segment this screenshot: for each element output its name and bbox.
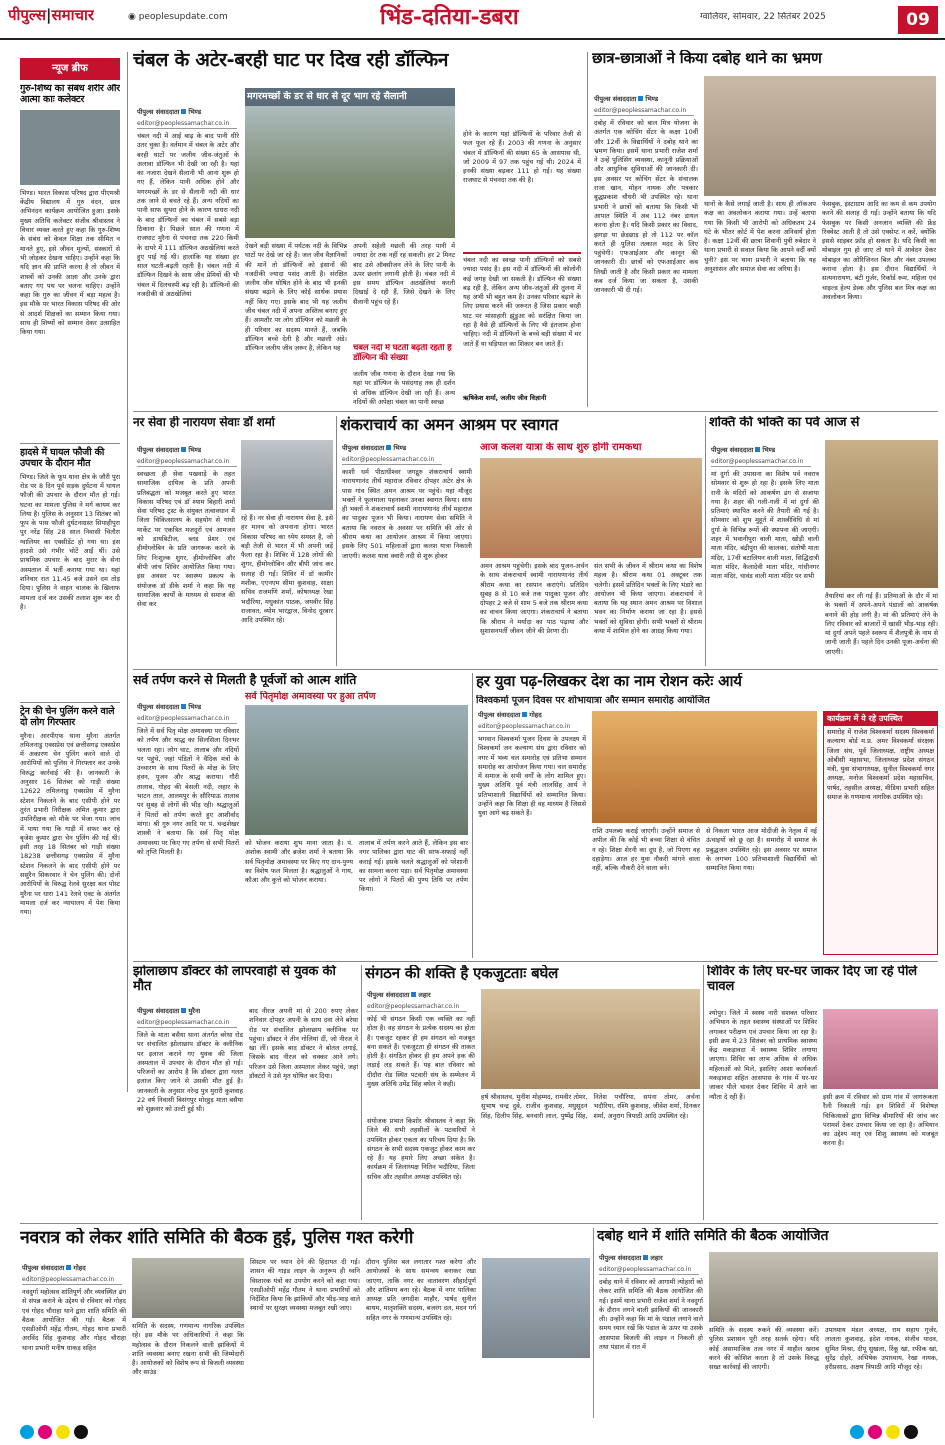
story11-photo: [132, 1258, 244, 1318]
masthead: [0, 0, 945, 40]
story7-box-text: समारोह में राजेश विश्वकर्मा सदस्य विश्वकर्मा कल्याण बोर्ड म.प्र. अमर विश्वकर्मा संरक्षक जिला संघ, पूर्व जिलाध्यक्ष, राष्ट्रीय अध्यक्ष ओबीसी महासभा, जिलाध्यक्ष प्रदेश संगठन मंत्री, युवा संभागाध्यक्ष, सुनील विश्वकर्मा नगर अध्यक्ष, मनोज विश्वकर्मा प्रदेश महासचिव, पार्षद, तहसील अध्यक्ष, मीडिया प्रभारी सहित समाज के गणमान्य नागरिक उपस्थित रहे।: [827, 728, 934, 802]
registration-yellow-icon: [56, 1425, 70, 1439]
story2-email[interactable]: editor@peoplessamachar.co.in: [594, 107, 694, 116]
story-tarpan: [133, 673, 468, 958]
story10-text-b: इसी क्रम में रविवार को ग्राम गांव में जागरूकता रैली निकाली गई। इन शिविरों में विशेषज्ञ चिकित्सकों द्वारा विभिन्न बीमारियों की जांच कर परामर्श देकर उपचार किया जा रहा है। अभियान का उद्देश्य मातृ एवं शिशु स्वास्थ्य को मजबूत करना है।: [823, 1093, 938, 1148]
story7-attendees-box: [823, 711, 938, 955]
story6-subhead: सर्व पितृमोक्ष अमावस्या पर हुआ तर्पण: [245, 691, 376, 702]
story1-text-b: देखने बड़ी संख्या में पर्यटक नदी के विभिन्न घाटों पर देखे जा रहे हैं। जल जीव वैज्ञानिकों की मानें तो डॉल्फिनों को इंसानों की नजदीकी ज्यादा पसंद आती है। संरक्षित जलीय जीव घोषित होने के बाद भी इनकी संख्या बढ़ाने के लिए कोई सार्थक प्रयास नहीं किए गए। इसके बाद भी यह जलीय जीव चंबल नदी में अपना अस्तित्व बनाए हुए हैं। आमतौर पर लोग डॉल्फिन को मछली के ही परिवार का सदस्य मानते हैं, जबकि डॉल्फिन बच्चे देती है और मछली अंडे। डॉल्फिन जलीय जीव ज़रूर है, लेकिन यह: [245, 242, 347, 353]
byline-dot-icon: [411, 992, 416, 997]
story2-byline: पीपुल्स संवाददाता भिण्ड: [594, 95, 659, 103]
story1-text-d: होने के कारण यहां डॉल्फिनों के परिवार तेजी से फल फूल रहे हैं। 2003 की गणना के अनुसार चंबल में डॉल्फिनों की संख्या 65 के आसपास थी, जो 2009 में 97 तक पहुंच गई थी। 2024 में इनकी संख्या बढ़कर 111 हो गई। यह संख्या राजघाट से पंचनदा तक की है।: [463, 130, 581, 185]
story11-byline: पीपुल्स संवाददाता गोहद: [22, 1264, 86, 1272]
story4-text-a: काशी धर्म पीठाधीश्वर जगद्गुरु शंकराचार्य स्वामी नारायणानंद तीर्थ महाराज रविवार दोपहर अटेर क्षेत्र के पास गांव स्थित अमन आश्रम पर पहुंचे। यहां मौजूद भक्तों ने फूलमाला पहनाकर उनका स्वागत किया। साथ ही भक्तों ने शंकराचार्य स्वामी नारायणानंद तीर्थ महाराज का पादुका पूजन भी किया। नारायण सेवा समिति ने बताया कि नवरात्र के अवसर पर समिति की ओर से श्रीराम कथा का आयोजन आश्रम में किया जाएगा। इसके लिए 501 महिलाओं द्वारा कलश यात्रा निकाली जाएगी। कलश यात्रा क्वारी नदी से शुरू होकर: [342, 468, 472, 560]
story6-text-c: तालाब में तर्पण करने आते हैं, लेकिन इस बार नगर पालिका द्वारा घाट की साफ-सफाई नहीं कराई गई। इसके चलते श्रद्धालुओं को परेशानी का सामना करना पड़ा। सर्व पितृमोक्ष अमावस्या पर लोगों ने पितरों की पुण्य तिथि पर तर्पण किया।: [359, 839, 468, 894]
registration-magenta-icon: [38, 1425, 52, 1439]
byline-dot-icon: [181, 447, 186, 452]
story2-text-b: थानों के कैसे लगाई जाती है। साथ ही लॉकअप कक्ष का अवलोकन कराया गया। उन्हें बताया गया कि किसी भी आरोपी को अधिकतम 24 घंटे के भीतर कोर्ट में पेश करना अनिवार्य होता है। कक्षा 12वीं की छात्रा शिवानी पुत्री रुबेदार ने थाना प्रभारी से सवाल किया कि आपने वर्दी क्यों चुनी? इस पर थाना प्रभारी ने बताया कि यह अनुशासन और समाज सेवा का जरिया है।: [704, 200, 816, 274]
story4-email[interactable]: editor@peoplessamachar.co.in: [342, 456, 442, 465]
story10-text-a: श्योपुर। जिले में स्वस्थ नारी सशक्त परिवार अभियान के तहत स्वास्थ्य संस्थाओं पर शिविर लगाकर परीक्षण एवं उपचार किया जा रहा है। इसी क्रम में 23 सितंबर को प्राथमिक स्वास्थ्य केंद्र मकड़ावदा में स्वास्थ्य शिविर लगाया जाएगा। शिविर का लाभ अधिक से अधिक महिलाओं को मिले, इसलिए आशा कार्यकर्ता मकड़ावदा सहित आसपास के गांव में घर-घर जाकर पीले चावल देकर शिविर में आने का न्यौता दे रही हैं।: [709, 1009, 817, 1101]
story12-text-c: उपाध्याय मंडल अध्यक्ष, राम सहाय गुर्जर, लालता कुशवाह, इदेश नायक, संजीव यादव, सुमित मिश्रा, दीपू सुखला, रिंकू खां, रफीक खां, सुरेंद्र दोहरे, अभिषेक उपाध्याय, रेखा नायक, हरीप्रसाद, अक्षय त्रिपाठी आदि मौजूद रहे।: [825, 1326, 938, 1372]
story3-email[interactable]: editor@peoplessamachar.co.in: [137, 458, 237, 467]
story8-headline: झोलाछाप डॉक्टर की लापरवाही से युवक की मौत: [133, 965, 336, 994]
story9-email[interactable]: editor@peoplessamachar.co.in: [367, 1003, 467, 1012]
byline-dot-icon: [181, 1008, 186, 1013]
story1-byline: पीपुल्स संवाददाता भिण्ड: [137, 108, 202, 116]
story3-text-b: रहे हैं। नर सेवा ही नारायण सेवा है, इसे हर मानव को अपनाना होगा। भारत विकास परिषद का ध्येय समस्त है, जो बड़ी तेजी से भारत में भी अपनी जड़ें फैला रहा है। शिविर में 128 लोगों की शुगर, हीमोग्लोबिन और बीपी जांच कर सलाह दी गई। शिविर में डॉ कामीर मशीक, एएनएम सीमा कुशवाह, साक्षा सचिव राजमणि शर्मा, कोषाध्यक्ष रेखा भदौरिया, मधुकांत पाठक, जयवीर सिंह राजावत, व्योम भारद्वाज, विनोद दूरबार आदि उपस्थित रहे।: [241, 514, 333, 625]
story3-byline: पीपुल्स संवाददाता भिण्ड: [137, 446, 202, 454]
story6-email[interactable]: editor@peoplessamachar.co.in: [137, 715, 237, 724]
brief2-text: भिण्ड। जिले के फूप थाना क्षेत्र के जौरी पुरा रोड पर 8 दिन पूर्व सड़क दुर्घटना में घायल फौजी की उपचार के दौरान मौत हो गई। घटना का मामला पुलिस ने मर्ग कायम कर लिया है। पुलिस के अनुसार 13 सितंबर को फूप के पास फौजी दुर्घटनाग्रस्त सिपाहीपुरा पुर नरेंद्र सिंह 28 साल निवासी चितौरा ग्वालियर का एक्सीडेंट हो गया था। इस हादसे उसे गंभीर चोटें आईं थीं। उसे प्राथमिक उपचार के बाद मुरार के सेना अस्पताल में भर्ती कराया गया था। यहां शनिवार रात 11.45 बजे उसने दम तोड़ दिया। पुलिस ने वाहन चालक के खिलाफ मामला दर्ज कर उसकी तलाश शुरू कर दी है।: [20, 472, 120, 611]
registration-cyan-icon: [20, 1425, 34, 1439]
story2-text-a: दबोह में रविवार को बाल मित्र योजना के अंतर्गत एक कोचिंग सेंटर के कक्षा 10वीं और 12वीं के विद्यार्थियों ने दबोह थाने का भ्रमण किया। इसमें थाना प्रभारी राजेश शर्मा ने उन्हें पुलिसिंग व्यवस्था, कानूनी प्रक्रियाओं और आधुनिक सुविधाओं की जानकारी दी। इस अवसर पर कोचिंग सेंटर के संचालक राजा खान, मोहन नायक और पत्रकार बुद्धप्रकाश चौधरी भी उपस्थित रहे। थाना प्रभारी ने छात्रों को बताया कि किसी भी आपात स्थिति में अब 112 नंबर डायल करना होता है। यदि किसी प्रकार का विवाद, झगड़ा या छेड़छाड़ हो तो 112 पर कॉल करते ही पुलिस तत्काल मदद के लिए पहुंचेगी। एफआईआर और कानून की जानकारी दी। छात्रों को एफआईआर कब लिखी जाती है और किसी प्रकार का मामला कब दर्ज किया जा सकता है, उसकी जानकारी भी दी गई।: [594, 119, 698, 295]
story4-text-b: अमन आश्रम पहुंचेगी। इसके बाद पूजन-अर्चन के साथ शंकराचार्य स्वामी नारायणानंद तीर्थ श्रीराम कथा का रसपान कराएंगे। प्रतिदिन सुबह 8 से 10 बजे तक पादुका पूजन और दोपहर 2 बजे से शाम 5 बजे तक श्रीराम कथा का वाचन किया जाएगा। शंकराचार्य ने बताया कि श्रीराम ने मर्यादा का पाठ पढ़ाया और सुशासनपर्ती जीवन जीने की प्रेरणा दी।: [480, 562, 588, 636]
story11-photo-b: [482, 1258, 590, 1358]
brief2-title: हादसे में घायल फौजी की उपचार के दौरान मौत: [20, 446, 105, 469]
section-title: भिंड-दतिया-डबरा: [380, 4, 519, 30]
story11-text-d: दौरान पुलिस बल लगातार गश्त करेगा और आयोजकों के साथ समन्वय बनाकर रखा जाएगा, ताकि नगर का वातावरण सौहार्दपूर्ण और शांतिमय बना रहे। बैठक में नगर पालिका अध्यक्ष प्रति जगदीश माहौर, पार्षद सुनील बाथम, मातृशक्ति सदस्य, बजरंग दल, मदन गर्ग सहित नगर के गणमान्य उपस्थित रहे।: [366, 1258, 476, 1322]
story9-text-c: हर्ष श्रीवास्तव, मुनीश मोहम्मद, रामवीर तोमर, सुभाष चन्द्र दुबे, राजीव कुशवाह, मधुसूदन सिंह, दिलीप सिंह, बनवारी लाल, पुष्पेंद्र सिंह, नितेश पचौरिया, सपना तोमर, अर्चना भदौरिया, रश्मि कुशवाह, जीवेश शर्मा, दिनकर शर्मा, अनुराग त्रिपाठी आदि उपस्थित रहे।: [481, 1093, 700, 1120]
story10-headline: शिविर के लिए घर-घर जाकर दिए जा रहे पीले चावल: [707, 965, 917, 994]
story5-text-a: मां दुर्गा की उपासना का विशेष पर्व नवरात्र सोमवार से शुरू हो रहा है। इसके लिए माता रानी के मंदिरों को आकर्षण ढंग से सजाया गया है। शहर की गली-गली में मां दुर्गा की प्रतिमाएं स्थापित करने की तैयारी की गई है। सोमवार को शुभ मुहूर्त में शास्त्रीविधि से मां दुर्गा के विभिन्न रूपों की स्थापना की जाएगी। शहर में भवानीपुरा वाली माता, खोड़ी वाली माता मंदिर, बंद्रीपुरा की कालका, संतोषी माता मंदिर, 17वीं बटालियन वाली माता, सिद्धिदात्री माता मंदिर, कैलादेवी माता मंदिर, गांधीनगर माता मंदिर, चावंड वाली माता मंदिर पर सभी: [711, 470, 819, 581]
byline-dot-icon: [386, 445, 391, 450]
story9-text-b: संयोजक प्रभात किशोर श्रीवास्तव ने कहा कि जिले की सभी तहसीलों के पटवारियों ने उपस्थित होकर एकता का परिचय दिया है। कि संगठन के सभी सदस्य एकजुट होकर काम कर रहे हैं। यह हमारे लिए अच्छा संकेत है। कार्यक्रम में जिलाध्यक्ष नितिन भदौरिया, जिला सचिव और तहसील अध्यक्ष उपस्थित रहे।: [367, 1117, 475, 1181]
story-sangathan: [365, 965, 700, 1220]
registration-cyan-icon: [850, 1425, 864, 1439]
story6-text-b: को भोजन कराया शुभ माना जाता है। पं. अशोक स्वामी और ब्रजेश शर्मा ने बताया कि सर्व पितृमोक्ष अमावस्या पर किए गए दान-पुण्य का विशेष फल मिलता है। श्रद्धालुओं ने गाय, कौआ और कुत्ते को भोजन कराया।: [245, 839, 353, 885]
story1-headline: चंबल के अटेर-बरही घाट पर दिख रही डॉल्फिन: [133, 50, 449, 71]
story7-headline: हर युवा पढ़-लिखकर देश का नाम रोशन करेः आर्य: [476, 673, 742, 690]
story3-photo: [241, 440, 333, 510]
brand-divider: |: [46, 6, 52, 24]
story11-text-c: सिस्टम पर ध्यान देने की हिदायत दी गई। शासन की गाइड लाइन के अनुरूप ही ध्वनि विस्तारक यंत्रों का उपयोग करने को कहा गया। एसडीओपी महेंद्र गौतम ने थाना प्रभारियों को निर्देशित किया कि झांकियों और भीड़-भाड़ वाले स्थानों पर सुरक्षा व्यवस्था मजबूत रखी जाए।: [250, 1258, 360, 1313]
story8-text-b: बाद नीरज अपनी मां से 200 रुपए लेकर शनिवार दोपहर अपनी के साथ दवा लेने बरेथा रोड पर संचालित झोलाछाप क्लीनिक पर पहुंचा। डॉक्टर ने तीन गोलियां दीं, जो नीरज ने खा लीं। इसके बाद डॉक्टर ने बोतल लगाई, जिसके बाद नीरज को चक्कर आने लगे। परिजन उसे जिला अस्पताल लेकर पहुंचे, जहां डॉक्टरों ने उसे मृत घोषित कर दिया।: [249, 1007, 358, 1081]
story7-text-b: राशि उपलब्ध कराई जाएगी। उन्होंने समाज से अपील की कि कोई भी बच्चा शिक्षा से वंचित न रहे। शिक्षा शेरनी का दूध है, जो पिएगा वह दहाड़ेगा। आज हर युवा नौकरी मांगने वाला नहीं, बल्कि नौकरी देने वाला बने।: [592, 827, 700, 873]
story1-photo: [245, 88, 455, 238]
story7-box-title: कार्यक्रम में ये रहे उपस्थित: [824, 712, 937, 726]
story8-email[interactable]: editor@peoplessamachar.co.in: [137, 1019, 237, 1028]
story1-text-c: अपनी सहेली मछली की तरह पानी में ज्यादा देर तक नहीं रह सकती। हर 2 मिनट बाद उसे ऑक्सीजन लेने के लिए पानी के ऊपर छलांग लगानी होती है। चंबल नदी में इस समय डॉल्फिन अठखेलियां करती दिखाई दे रही हैं, जिसे देखने के लिए सैलानी पहुंच रहे हैं।: [353, 242, 455, 306]
story6-text-a: जिले में सर्व पितृ मोक्ष अमावस्या पर रविवार को तर्पण और श्राद्ध का सिलसिला दिनभर चलता रहा। लोग घाट, तालाब और नदियों पर पहुंचे, जहां पंडितों ने वैदिक मंत्रों के उच्चारण के साथ पितरों के मोक्ष के लिए हवन, पूजन और श्राद्ध कराया। गौरी तालाब, गोहद की बेसली नदी, लहार के भाटन ताल, आलमपुर के सौरियाऊ तालाब पर सुबह से लोगों की भीड़ रही। श्रद्धालुओं ने पितरों को तर्पण करते हुए आशीर्वाद मांगा। श्री गुरु नगर आदि पर पं. चन्द्रशेखर शास्त्री ने बताया कि सर्व पितृ मोक्ष अमावस्या पर किए गए तर्पण से सभी पितरों को तृप्ति मिलती है।: [137, 727, 239, 856]
story1-text-a: चंबल नदी में आई बाढ़ के बाद पानी धीरे उतर चुका है। वर्तमान में चंबल के अटेर और बरही घाटों पर जलीय जीव-जंतुओं के अलावा डॉल्फिन भी देखी जा रही है। यहां का नजारा देखने सैलानी भी आना शुरू हो गए हैं, लेकिन पानी अधिक होने और मगरमच्छों के डर से सैलानी नदी की धार तक जाने से बचते रहे हैं। अन्य नदियों का पानी साफ सुथरा होने के कारण धाधरा नदी के बाद डॉल्फिनों का चंबल में सबसे बड़ा ठिकाना है। पिछले साल की गणना में राजघाट मुरैना से पंचनदा तक 220 किमी के दायरे में 111 डॉल्फिन अठखेलियां करते हुए पाई गई थी। हालांकि यह संख्या हर साल घटती-बढ़ती रहती है। चंबल नदी में डॉल्फिन दिखने के साथ जीव प्रेमियों की भी चंबल में दिलचस्पी बढ़ रही है। डॉल्फिनों की नजदीकी से अठखेलियां: [137, 132, 239, 299]
story4-headline: शंकराचार्य का अमन आश्रम पर स्वागत: [340, 416, 559, 434]
registration-black-icon: [74, 1425, 88, 1439]
registration-magenta-icon: [868, 1425, 882, 1439]
story-narseva: [133, 416, 333, 666]
story3-text-a: स्वच्छता ही सेवा पखवाड़े के तहत सामाजिक दायित्व के प्रति अपनी प्रतिबद्धता को मजबूत करते हुए भारत विकास परिषद एवं डॉ श्याम बिहारी शर्मा सेवा परिषद ट्रस्ट के संयुक्त तत्वावधान में जिला चिकित्सालय के सहयोग से गांधी मार्केट पर एकत्रित मजदूरों एवं आमजन को डायबिटीज, ब्लड प्रेशर एवं हीमोग्लोबिन के प्रति जागरूक करने के लिए निःशुल्क शुगर, हीमोग्लोबिन और बीपी जांच शिविर आयोजित किया गया। इस अवसर पर स्वास्थ्य प्रकल्प के संयोजक डॉ डीके शर्मा ने कहा कि यह सामाजिक कार्यों के माध्यम से समाज की सेवा कर: [137, 470, 235, 609]
story7-byline: पीपुल्स संवाददाता गोहद: [478, 711, 542, 719]
story9-photo: [481, 989, 700, 1089]
byline-dot-icon: [66, 1265, 71, 1270]
story2-headline: छात्र-छात्राओं ने किया दबोह थाने का भ्रमण: [592, 50, 822, 67]
story-shakti: [709, 416, 938, 666]
story-peelechawal: [707, 965, 938, 1220]
story4-text-c: संत सभी के जीवन में श्रीराम कथा का विशेष महत्व है। श्रीराम कथा 01 अक्टूबर तक चलेगी। इसमें प्रतिदिन भक्तों के लिए भंडारे का आयोजन भी किया जाएगा। शंकराचार्य ने बताया कि यह स्थान अमन आश्रम पर विशाल भवन का निर्माण कराया जा रहा है। इससे भक्तों को सुविधा होगी। सभी भक्तों से श्रीराम कथा में शामिल होने का आग्रह किया गया।: [594, 562, 702, 636]
story-arya: [476, 673, 938, 958]
story-quack: [133, 965, 358, 1220]
registration-yellow-icon: [886, 1425, 900, 1439]
story12-headline: दबोह थाने में शांति समिति की बैठक आयोजित: [597, 1228, 829, 1244]
story12-photo: [709, 1252, 938, 1322]
story6-byline: पीपुल्स संवाददाता भिण्ड: [137, 703, 202, 711]
story6-headline: सर्व तर्पण करने से मिलती है पूर्वजों को आत्म शांति: [133, 673, 357, 687]
brief3-text: मुरैना। आरपीएफ थाना मुरैना अंतर्गत तमिलनाडु एक्सप्रेस एवं छत्तीसगढ़ एक्सप्रेस में अकारण चेन पुलिंग करने वाले दो आरोपियों को पुलिस ने गिरफ्तार कर उनके विरुद्ध कार्रवाई की है। जानकारी के अनुसार 16 सितंबर को गाड़ी संख्या 12622 तमिलनाडु एक्सप्रेस में मुरैना स्टेशन निकलने के बाद एसीपी होने पर तुरंत प्रभारी निरीक्षक अमित कुमार द्वारा उपनिरीक्षक को मौके पर भेजा गया। जांच में पाया गया कि गाड़ी में सफर कर रहे बृजेश कुमार द्वारा चेन पुलिंग की गई थी। इसी तरह 18 सितंबर को गाड़ी संख्या 18238 छत्तीसगढ़ एक्सप्रेस में मुरैना स्टेशन निकलने के बाद एसीपी होने पर ससुरैन सिकरवार ने चेन पुलिंग की। दोनों आरोपियों के विरुद्ध रेलवे सुरक्षा बल पोस्ट मुरैना पर धारा 141 रेलवे एक्ट के अंतर्गत मामला दर्ज कर न्यायालय में पेश किया गया।: [20, 731, 120, 917]
story-dabohvisit: [592, 50, 938, 410]
story11-email[interactable]: editor@peoplessamachar.co.in: [22, 1276, 122, 1285]
story1-expert-sig: ऋषिकेश शर्मा, जलीय जीव विज्ञानी: [463, 394, 547, 402]
story11-headline: नवरात्र को लेकर शांति समिति की बैठक हुई, पुलिस गश्त करेगी: [20, 1228, 414, 1248]
story1-box-title: चंबल नदी में घटती बढ़ती रहती है डॉल्फिन की संख्या: [353, 344, 452, 363]
story12-text-b: समिति के सदस्य रुकने की व्यवस्था करें। पुलिस प्रशासन पूरी तरह सतर्क रहेगा। यदि कोई असामाजिक तत्व नगर में माहौल खराब करने की कोशिश करता है तो उसके विरुद्ध सख्त कार्रवाई की जाएगी।: [709, 1326, 819, 1372]
byline-dot-icon: [181, 704, 186, 709]
brief1-text: भिण्ड। भारत विकास परिषद द्वारा पीएमश्री केंद्रीय विद्यालय में गुरु वंदन, छात्र अभिनंदन कार्यक्रम आयोजित हुआ। इसके मुख्य अतिथि कलेक्टर संजीव श्रीवास्तव ने विचार व्यक्त करते हुए कहा कि गुरु-शिष्य के संबंध को केवल शिक्षा तक सीमित न मानते हुए, इसे जीवन मूल्यों, संस्कारों से भी जोड़कर देखना चाहिए। उन्होंने कहा कि यदि ज्ञान की प्राप्ति करना है तो जीवन में शास्त्रों को उनकी आज्ञा और उनके द्वारा बताए गए पथ पर चलना चाहिए। उन्होंने कहा कि गुरु का जीवन में बड़ा महत्व है। इस मौके पर भारत विकास परिषद की ओर से आदर्श शिक्षकों का सम्मान किया गया। साथ ही शिष्यों को सम्मान देकर उत्साहित किया गया।: [20, 188, 120, 337]
story7-text-a: भगवान विश्वकर्मा पूजन दिवस के उपलक्ष्य में विश्वकर्मा जन कल्याण संघ द्वारा रविवार को नगर में भव्य चल समारोह एवं प्रतिभा सम्मान समारोह का आयोजन किया गया। चल समारोह में समाज के सभी वर्गों के लोग शामिल हुए। मुख्य अतिथि पूर्व मंत्री लालसिंह आर्य ने प्रतिभाशाली विद्यार्थियों को सम्मानित किया। उन्होंने कहा कि शिक्षा ही वह माध्यम है जिससे युवा आगे बढ़ सकते हैं।: [478, 735, 586, 818]
registration-black-icon: [904, 1425, 918, 1439]
byline-dot-icon: [522, 712, 527, 717]
brand-logo[interactable]: पीपुल्स|समाचार: [8, 6, 95, 24]
story12-byline: पीपुल्स संवाददाता लहार: [599, 1254, 663, 1262]
story-dolphin: [133, 50, 583, 410]
story4-photo: [480, 458, 702, 558]
story-navratra: [20, 1228, 590, 1418]
story5-headline: शक्ति की भक्ति का पर्व आज से: [709, 416, 860, 430]
story9-headline: संगठन की शक्ति है एकजुटताः बघेल: [365, 965, 559, 982]
story4-subhead: आज कलश यात्रा के साथ शुरु होगी रामकथा: [480, 442, 642, 453]
story1-box-text: जलीय जीव गणना के दौरान देखा गया कि यहां पर डॉल्फिन के पसंदगाह तक ही दर्शन से अधिक डॉल्फिन देखी जा रही हैं। अन्य नदियों की अपेक्षा चंबल का पानी स्वच्छ: [353, 370, 455, 406]
story-dabohsamiti: [597, 1228, 938, 1418]
story7-photo: [592, 711, 817, 823]
story11-text-b: समिति के सदस्य, गणमान्य नागरिक उपस्थित रहे। इस मौके पर अधिकारियों ने कहा कि महोत्सव के दौरान निकलने वाली झांकियों में शांति व्यवस्था बनाए रखना सभी की जिम्मेदारी है। आयोजकों को विशेष रूप से बिजली व्यवस्था और साउंड: [132, 1322, 244, 1377]
story5-byline: पीपुल्स संवाददाता भिण्ड: [711, 446, 776, 454]
story5-text-b: तैयारियां कर ली गई हैं। प्रतिमाओं के दौर में मां के भक्तों में अपने-अपने पंडालों को आकर्षक बनाने की होड़ लगी है। मां की प्रतिमाएं लेने के लिए रविवार को बाजारों में खासी भीड़-भाड़ रही। मां दुर्गा अपने पहले स्वरूप में शैलपुत्री के नाम से जानी जाती हैं। पहले दिन उनकी पूजा-अर्चना की जाएगी।: [825, 592, 938, 656]
story5-photo: [825, 440, 938, 588]
story12-text-a: दबोह थाने में रविवार को आगामी त्योहारों को लेकर शांति समिति की बैठक आयोजित की गई। इसमें थाना प्रभारी राजेश शर्मा ने नवदुर्गा के दौरान लगने वाली झांकियों की जानकारी ली। उन्होंने कहा कि मां के पंडाल लगाने वाले समय ध्यान रखें कि पंडाल के ऊपर या उसके आसपास बिजली की लाइन न निकली हो तथा पंडाल में रात में: [599, 1278, 703, 1352]
story1-subhead: मगरमच्छों के डर से धार से दूर भाग रहे सैलानी: [247, 91, 407, 102]
story1-email[interactable]: editor@peoplessamachar.co.in: [137, 120, 237, 129]
brief-column: [20, 84, 120, 1094]
page-number: 09: [898, 6, 938, 34]
news-brief-label: न्यूज ब्रीफ: [20, 58, 120, 80]
story8-text-a: जिले के माता बसैया थाना अंतर्गत बरेथा रोड पर संचालित झोलाछाप डॉक्टर के क्लीनिक पर इलाज कराने गए युवक की जिला अस्पताल में उपचार के दौरान मौत हो गई। परिजनों का आरोप है कि डॉक्टर द्वारा गलत इलाज किए जाने से उसकी मौत हुई है। जानकारी के अनुसार नरेन्द्र पुत्र मुरारी कुशवाह 22 वर्ष निवासी बिसंगपुर मोरहुड़ माता बसैया को शुक्रवार को उल्टी हुई थी।: [137, 1031, 243, 1114]
byline-dot-icon: [181, 109, 186, 114]
story9-byline: पीपुल्स संवाददाता लहार: [367, 991, 431, 999]
story5-email[interactable]: editor@peoplessamachar.co.in: [711, 458, 811, 467]
byline-dot-icon: [755, 447, 760, 452]
story10-photo: [823, 1009, 938, 1089]
story9-text-a: कोई भी संगठन किसी एक व्यक्ति का नहीं होता है। वह संगठन के प्रत्येक सदस्य का होता है। एकजुट रहकर ही हम संगठन को मजबूत बना सकते हैं। एकजुटता ही संगठन की ताकत होती है। संगठित होकर ही हम अपने हक की लड़ाई लड़ सकते हैं। यह बात रविवार को दीदौरा रोड स्थित पटवारी संघ के सम्मेलन में मुख्य अतिथि उमेंद्र सिंह बघेल ने कही।: [367, 1015, 475, 1089]
story7-email[interactable]: editor@peoplessamachar.co.in: [478, 723, 578, 732]
byline-dot-icon: [638, 96, 643, 101]
story7-subhead: विश्वकर्मा पूजन दिवस पर शोभायात्रा और सम्मान समारोह आयोजित: [476, 695, 710, 706]
story1-expert-box: [463, 252, 581, 407]
story3-headline: नर सेवा ही नारायण सेवाः डॉ शर्मा: [133, 416, 275, 429]
byline-dot-icon: [643, 1255, 648, 1260]
story2-text-c: फेसबुक, इंस्टाग्राम आदि का कम से कम उपयोग करने की सलाह दी गई। उन्होंने बताया कि यदि फेसबुक पर किसी अनजान व्यक्ति की फ्रेंड रिक्वेस्ट आती है तो उसे एक्सेप्ट न करें, क्योंकि इससे साइबर फ्रॉड हो सकता है। यदि किसी का मोबाइल गुम हो जाए तो थाने में आवेदन देकर मोबाइल का ओरिजिनल बिल और नंबर उपलब्ध कराना होता है। इस दौरान विद्यार्थियों ने सत्यनारायण, बंटी गुर्जर, रिकॉर्ड रूम, महिला एवं चाइल्ड हेल्प डेस्क और पुलिस बल मित्र कक्ष का अवलोकन किया।: [822, 200, 936, 301]
brief1-photo: [20, 110, 120, 185]
edition-date: ग्वालियर, सोमवार, 22 सितंबर 2025: [700, 12, 826, 22]
site-url[interactable]: ◉ peoplesupdate.com: [128, 12, 228, 22]
story1-expert-text: चंबल नदी का स्वच्छ पानी डॉल्फिनों को सबसे ज्यादा पसंद है। इस नदी में डॉल्फिनों की कॉलोनी कई जगह देखी जा सकती है। डॉल्फिन की संख्या बढ़ रही है, लेकिन अन्य जीव-जंतुओं की तुलना में यह अभी भी बहुत कम है। उनका परिवार बढ़ाने के लिए प्रयास करने की जरूरत है जिस प्रकार बरही घाट पर मांसाहारी झुंडुआ को सरंक्षित किया जा रहा है वैसे ही डॉल्फिनों के लिए भी इंतजाम होना चाहिए। नदी में डॉल्फिनों के बच्चे बड़ी संख्या में मर जाते हैं या घड़ियाल का शिकार बन जाते हैं।: [463, 256, 581, 348]
story7-text-c: से निकला भारत आज मोदीजी के नेतृत्व में नई ऊंचाइयों को छू रहा है। समारोह में समाज के प्रबुद्धजन उपस्थित रहे। इस अवसर पर समाज के लगभग 100 प्रतिभाशाली विद्यार्थियों को सम्मानित किया गया।: [706, 827, 817, 873]
story4-byline: पीपुल्स संवाददाता भिण्ड: [342, 444, 407, 452]
story-shankaracharya: [340, 416, 702, 666]
story12-email[interactable]: editor@peoplessamachar.co.in: [599, 1266, 699, 1275]
story11-text-a: नवदुर्गा महोत्सव शांतिपूर्ण और व्यवस्थित ढंग से संपन्न कराने के उद्देश्य से रविवार को गोहद एवं गोहद चौराहा थाने द्वारा शांति समिति की बैठक आयोजित की गई। बैठक में एसडीओपी महेंद्र गौतम, गोहद थाना प्रभारी अरविंद सिंह कुशवाह और गोहद चौराहा थाना प्रभारी मनीष धाकड़ सहित: [22, 1288, 126, 1352]
brief3-title: ट्रेन की चेन पुलिंग करने वाले दो लोग गिरफ्तार: [20, 705, 115, 728]
story8-byline: पीपुल्स संवाददाता मुरैना: [137, 1007, 201, 1015]
story6-photo: [245, 705, 468, 835]
brief1-title: गुरु-शिष्य का संबंध शरीर और आत्मा काः कलेक्टर: [20, 84, 120, 105]
story2-photo: [704, 76, 936, 196]
